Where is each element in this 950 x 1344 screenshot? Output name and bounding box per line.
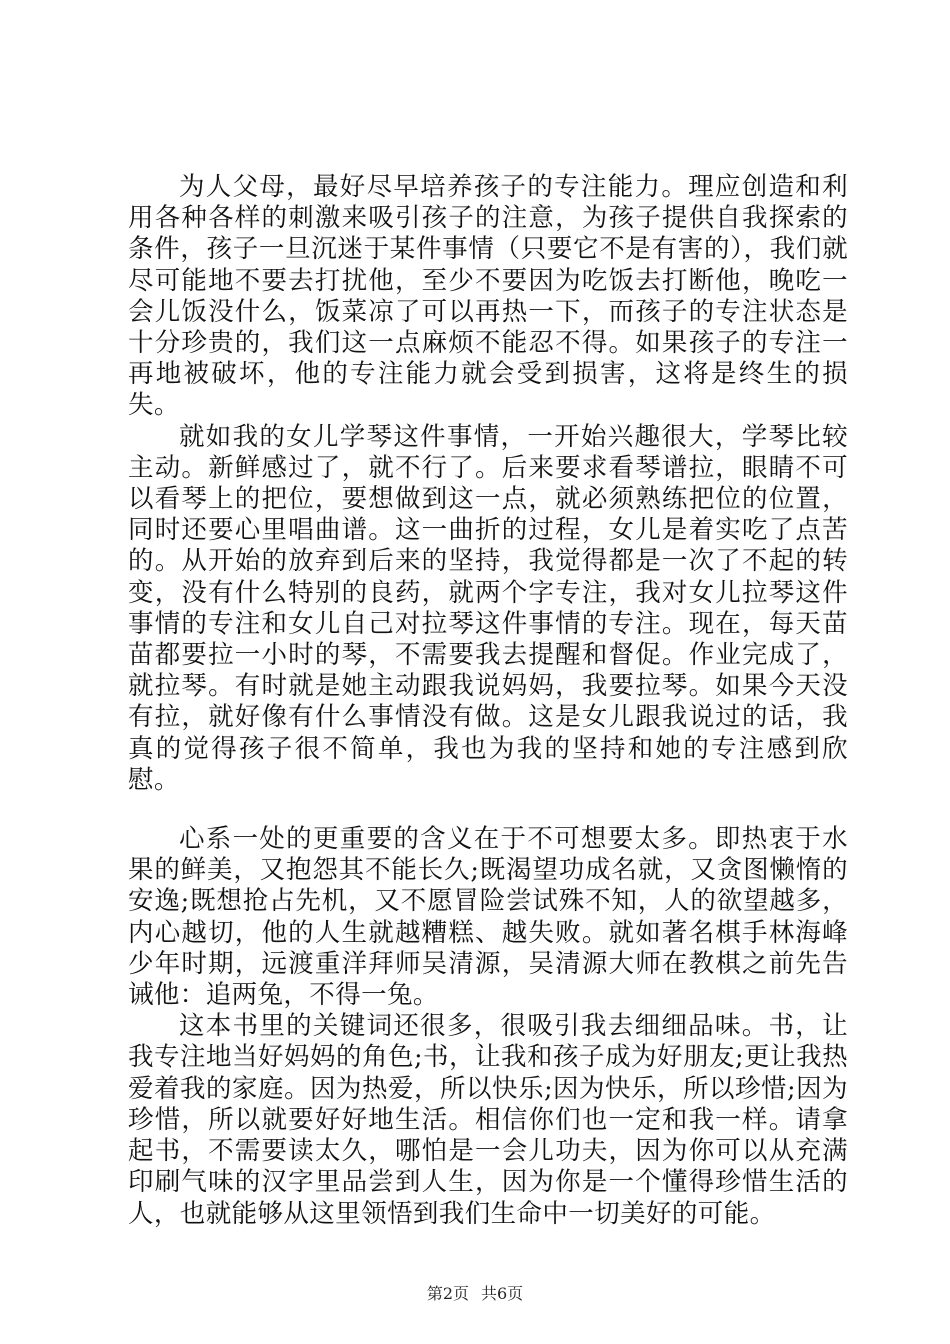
paragraph-1: 为人父母，最好尽早培养孩子的专注能力。理应创造和利用各种各样的刺激来吸引孩子的注意，为孩子提供自我探索的条件，孩子一旦沉迷于某件事情（只要它不是有害的），我们就尽可能地不要去打扰他，至少不要因为吃饭去打断他，晚吃一会儿饭没什么，饭菜凉了可以再热一下，而孩子的专注状态是十分珍贵的，我们这一点麻烦不能忍不得。如果孩子的专注一再地被破坏，他的专注能力就会受到损害，这将是终生的损失。	[128, 172, 848, 421]
paragraph-4: 这本书里的关键词还很多，很吸引我去细细品味。书，让我专注地当好妈妈的角色;书，让我和孩子成为好朋友;更让我热爱着我的家庭。因为热爱，所以快乐;因为快乐，所以珍惜;因为珍惜，所以就要好好地生活。相信你们也一定和我一样。请拿起书，不需要读太久，哪怕是一会儿功夫，因为你可以从充满印刷气味的汉字里品尝到人生，因为你是一个懂得珍惜生活的人，也就能够从这里领悟到我们生命中一切美好的可能。	[128, 1011, 848, 1229]
paragraph-3: 心系一处的更重要的含义在于不可想要太多。即热衷于水果的鲜美，又抱怨其不能长久;既渴望功成名就，又贪图懒惰的安逸;既想抢占先机，又不愿冒险尝试殊不知，人的欲望越多，内心越切，他的人生就越糟糕、越失败。就如著名棋手林海峰少年时期，远渡重洋拜师吴清源，吴清源大师在教棋之前先告诫他：追两兔，不得一兔。	[128, 824, 848, 1011]
page-footer	[0, 1284, 950, 1304]
page-total: 共6页	[481, 1284, 524, 1303]
document-body	[128, 172, 848, 1230]
page-number: 第2页	[426, 1284, 469, 1303]
paragraph-2: 就如我的女儿学琴这件事情，一开始兴趣很大，学琴比较主动。新鲜感过了，就不行了。后来要求看琴谱拉，眼睛不可以看琴上的把位，要想做到这一点，就必须熟练把位的位置，同时还要心里唱曲谱。这一曲折的过程，女儿是着实吃了点苦的。从开始的放弃到后来的坚持，我觉得都是一次了不起的转变，没有什么特别的良药，就两个字专注，我对女儿拉琴这件事情的专注和女儿自己对拉琴这件事情的专注。现在，每天苗苗都要拉一小时的琴，不需要我去提醒和督促。作业完成了，就拉琴。有时就是她主动跟我说妈妈，我要拉琴。如果今天没有拉，就好像有什么事情没有做。这是女儿跟我说过的话，我真的觉得孩子很不简单，我也为我的坚持和她的专注感到欣慰。	[128, 421, 848, 795]
